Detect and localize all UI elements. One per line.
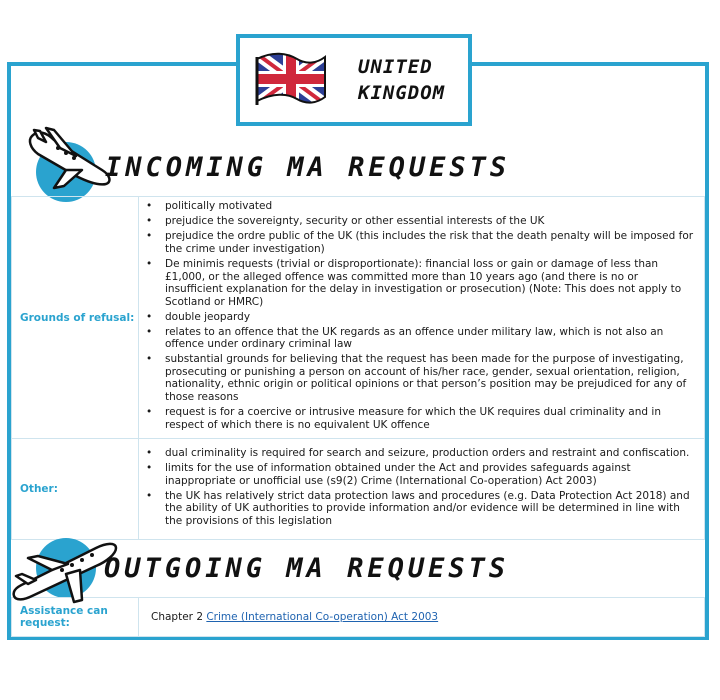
crime-act-link[interactable]: Crime (International Co-operation) Act 2003 [206, 611, 439, 623]
list-item: • politically motivated [165, 200, 698, 213]
other-list [139, 445, 704, 533]
country-header [236, 34, 472, 126]
grounds-list [139, 198, 704, 436]
other-label: Other: [12, 439, 139, 540]
country-title [358, 54, 468, 106]
list-item: • request is for a coercive or intrusive measure for which the UK requires dual criminality and in respect of which there is no equivalent UK offence [165, 406, 698, 431]
outgoing-section-title: OUTGOING MA REQUESTS [104, 553, 510, 584]
incoming-section-title: INCOMING MA REQUESTS [105, 152, 511, 183]
assistance-content [139, 598, 705, 637]
country-name-line2: KINGDOM [358, 82, 446, 104]
country-name-line1: UNITED [358, 56, 433, 78]
airplane-takeoff-icon [8, 534, 120, 608]
list-item: • De minimis requests (trivial or disproportionate): financial loss or gain or damage of less than £1,000, or the alleged offence was committed more than 10 years ago (and there is no or insufficient explanation for the delay in investigation or prosecution) (Note: This does not apply to Scotland or HMRC) [165, 258, 698, 308]
list-item: • relates to an offence that the UK regards as an offence under military law, which is not also an offence under ordinary criminal law [165, 326, 698, 351]
airplane-landing-icon [24, 126, 118, 196]
assistance-label: Assistance can request: [12, 598, 139, 637]
grounds-of-refusal-row [12, 197, 705, 439]
list-item: • double jeopardy [165, 311, 698, 324]
assistance-prefix: Chapter 2 [151, 611, 207, 623]
incoming-requests-table [11, 196, 705, 540]
other-row [12, 439, 705, 540]
grounds-of-refusal-content [139, 197, 705, 439]
list-item: • prejudice the ordre public of the UK (this includes the risk that the death penalty will be imposed for the crime under investigation) [165, 230, 698, 255]
other-content [139, 439, 705, 540]
list-item: • limits for the use of information obtained under the Act and provides safeguards against inappropriate or unofficial use (s9(2) Crime (International Co-operation) Act 2003) [165, 462, 698, 487]
grounds-of-refusal-label: Grounds of refusal: [12, 197, 139, 439]
list-item: • the UK has relatively strict data protection laws and procedures (e.g. Data Protection Act 2018) and the ability of UK authorities to provide information and/or evidence will be determined in line with the provisions of this legislation [165, 490, 698, 528]
list-item: • dual criminality is required for search and seizure, production orders and restraint and confiscation. [165, 447, 698, 460]
uk-flag-icon [253, 51, 329, 107]
list-item: • substantial grounds for believing that the request has been made for the purpose of investigating, prosecuting or punishing a person on account of his/her race, gender, sexual orientation, religion, nationality, ethnic origin or political opinions or that person’s position may be prejudiced for any of those reasons [165, 353, 698, 403]
list-item: • prejudice the sovereignty, security or other essential interests of the UK [165, 215, 698, 228]
